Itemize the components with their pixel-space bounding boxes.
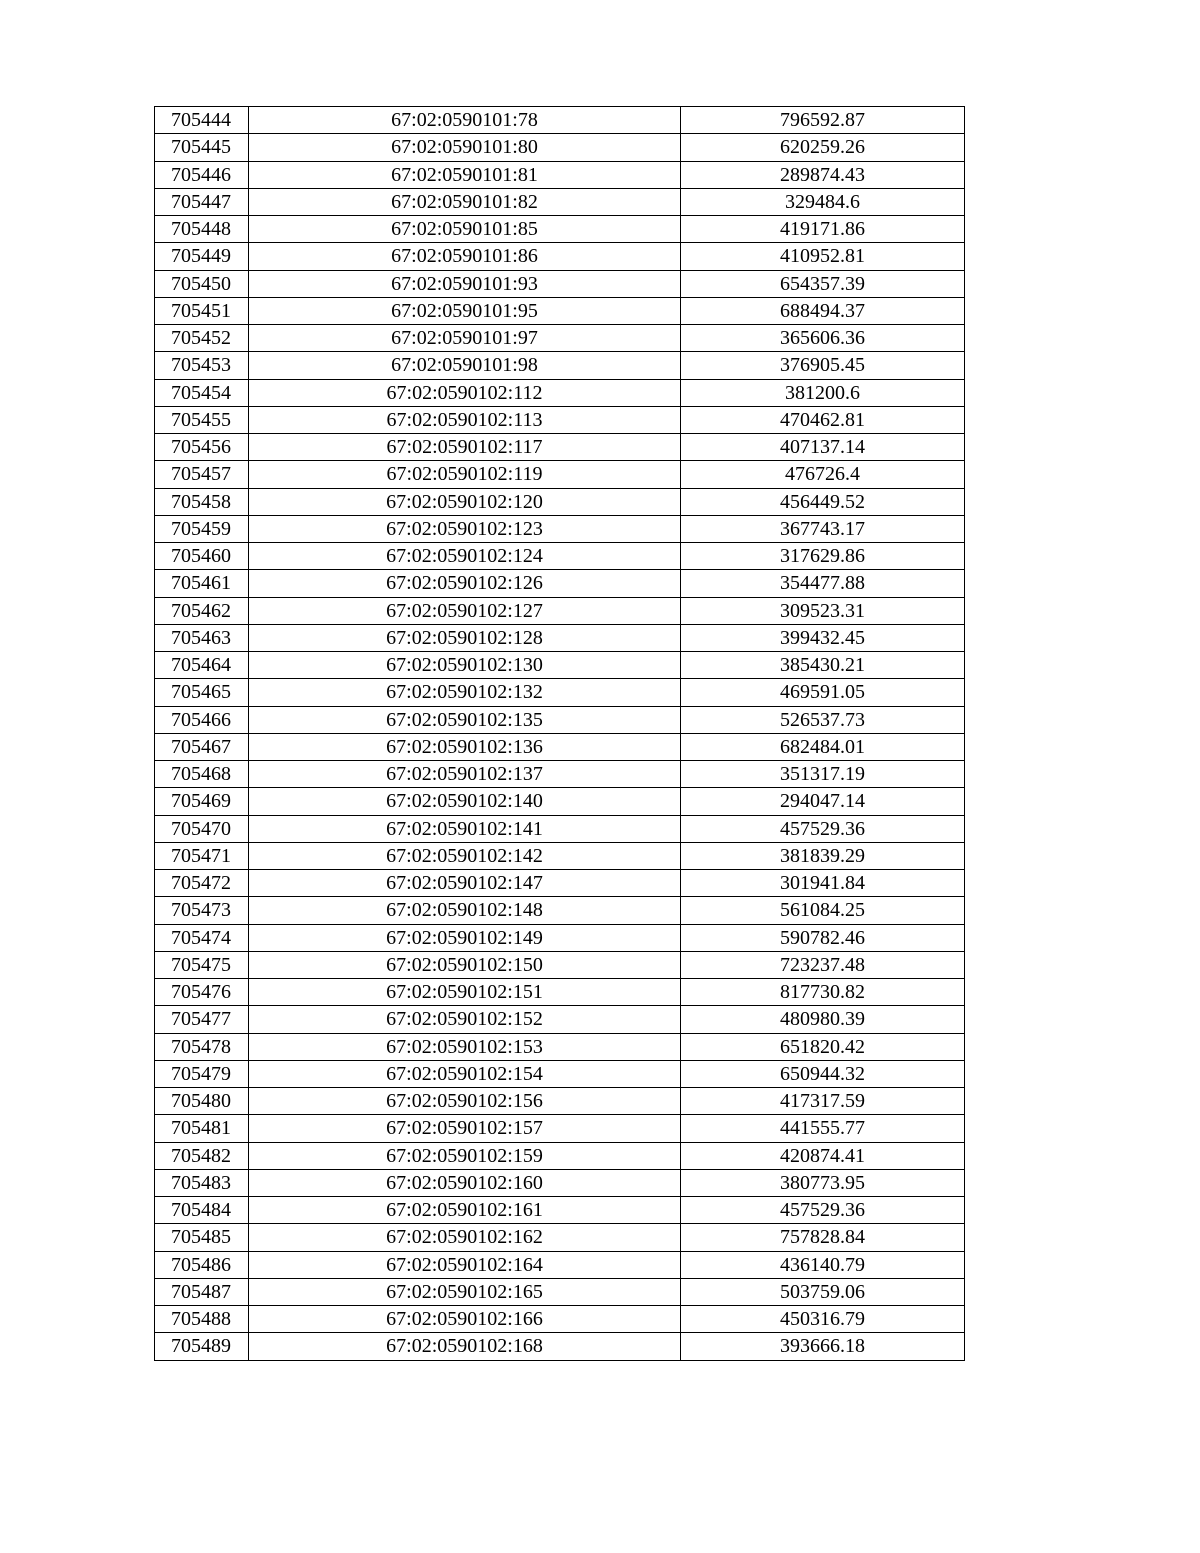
row-number-cell: 705468 [155, 761, 249, 788]
row-number-cell: 705465 [155, 679, 249, 706]
cadastral-number-cell: 67:02:0590101:82 [249, 188, 681, 215]
cadastral-number-cell: 67:02:0590101:98 [249, 352, 681, 379]
row-number-cell: 705446 [155, 161, 249, 188]
table-row [155, 624, 965, 651]
table-row [155, 297, 965, 324]
cadastral-number-cell: 67:02:0590101:97 [249, 325, 681, 352]
row-number-cell: 705485 [155, 1224, 249, 1251]
value-cell: 526537.73 [681, 706, 965, 733]
value-cell: 456449.52 [681, 488, 965, 515]
value-cell: 651820.42 [681, 1033, 965, 1060]
value-cell: 650944.32 [681, 1060, 965, 1087]
cadastral-number-cell: 67:02:0590102:128 [249, 624, 681, 651]
table-row [155, 652, 965, 679]
cadastral-number-cell: 67:02:0590102:159 [249, 1142, 681, 1169]
value-cell: 796592.87 [681, 107, 965, 134]
cadastral-number-cell: 67:02:0590102:157 [249, 1115, 681, 1142]
row-number-cell: 705481 [155, 1115, 249, 1142]
cadastral-number-cell: 67:02:0590102:162 [249, 1224, 681, 1251]
cadastral-number-cell: 67:02:0590102:150 [249, 951, 681, 978]
table-row [155, 107, 965, 134]
cadastral-number-cell: 67:02:0590102:161 [249, 1197, 681, 1224]
cadastral-number-cell: 67:02:0590102:127 [249, 597, 681, 624]
row-number-cell: 705455 [155, 406, 249, 433]
row-number-cell: 705469 [155, 788, 249, 815]
row-number-cell: 705456 [155, 434, 249, 461]
row-number-cell: 705448 [155, 216, 249, 243]
value-cell: 470462.81 [681, 406, 965, 433]
value-cell: 590782.46 [681, 924, 965, 951]
value-cell: 376905.45 [681, 352, 965, 379]
value-cell: 476726.4 [681, 461, 965, 488]
value-cell: 503759.06 [681, 1278, 965, 1305]
row-number-cell: 705471 [155, 842, 249, 869]
table-row [155, 325, 965, 352]
value-cell: 420874.41 [681, 1142, 965, 1169]
table-row [155, 461, 965, 488]
row-number-cell: 705475 [155, 951, 249, 978]
table-row [155, 1333, 965, 1360]
table-row [155, 842, 965, 869]
value-cell: 381200.6 [681, 379, 965, 406]
table-row [155, 897, 965, 924]
row-number-cell: 705478 [155, 1033, 249, 1060]
value-cell: 317629.86 [681, 543, 965, 570]
table-row [155, 243, 965, 270]
cadastral-number-cell: 67:02:0590102:154 [249, 1060, 681, 1087]
value-cell: 354477.88 [681, 570, 965, 597]
value-cell: 419171.86 [681, 216, 965, 243]
table-row [155, 951, 965, 978]
table-row [155, 570, 965, 597]
cadastral-number-cell: 67:02:0590102:135 [249, 706, 681, 733]
row-number-cell: 705473 [155, 897, 249, 924]
value-cell: 457529.36 [681, 1197, 965, 1224]
table-row [155, 434, 965, 461]
cadastral-number-cell: 67:02:0590101:95 [249, 297, 681, 324]
table-row [155, 1278, 965, 1305]
cadastral-number-cell: 67:02:0590102:142 [249, 842, 681, 869]
value-cell: 351317.19 [681, 761, 965, 788]
table-row [155, 406, 965, 433]
row-number-cell: 705467 [155, 733, 249, 760]
table-row [155, 543, 965, 570]
value-cell: 757828.84 [681, 1224, 965, 1251]
value-cell: 688494.37 [681, 297, 965, 324]
row-number-cell: 705477 [155, 1006, 249, 1033]
value-cell: 682484.01 [681, 733, 965, 760]
table-row [155, 134, 965, 161]
row-number-cell: 705447 [155, 188, 249, 215]
value-cell: 436140.79 [681, 1251, 965, 1278]
row-number-cell: 705463 [155, 624, 249, 651]
table-row [155, 815, 965, 842]
row-number-cell: 705452 [155, 325, 249, 352]
value-cell: 393666.18 [681, 1333, 965, 1360]
table-row [155, 679, 965, 706]
cadastral-number-cell: 67:02:0590102:168 [249, 1333, 681, 1360]
table-row [155, 924, 965, 951]
value-cell: 294047.14 [681, 788, 965, 815]
row-number-cell: 705458 [155, 488, 249, 515]
row-number-cell: 705474 [155, 924, 249, 951]
row-number-cell: 705457 [155, 461, 249, 488]
table-row [155, 488, 965, 515]
row-number-cell: 705460 [155, 543, 249, 570]
cadastral-number-cell: 67:02:0590102:136 [249, 733, 681, 760]
table-row [155, 1251, 965, 1278]
value-cell: 620259.26 [681, 134, 965, 161]
cadastral-number-cell: 67:02:0590102:123 [249, 515, 681, 542]
row-number-cell: 705462 [155, 597, 249, 624]
cadastral-number-cell: 67:02:0590102:152 [249, 1006, 681, 1033]
cadastral-number-cell: 67:02:0590102:153 [249, 1033, 681, 1060]
table-row [155, 1033, 965, 1060]
value-cell: 410952.81 [681, 243, 965, 270]
table-row [155, 1142, 965, 1169]
row-number-cell: 705483 [155, 1169, 249, 1196]
table-row [155, 188, 965, 215]
value-cell: 441555.77 [681, 1115, 965, 1142]
row-number-cell: 705489 [155, 1333, 249, 1360]
cadastral-number-cell: 67:02:0590102:117 [249, 434, 681, 461]
table-row [155, 706, 965, 733]
value-cell: 457529.36 [681, 815, 965, 842]
cadastral-number-cell: 67:02:0590102:141 [249, 815, 681, 842]
value-cell: 480980.39 [681, 1006, 965, 1033]
cadastral-number-cell: 67:02:0590102:156 [249, 1088, 681, 1115]
cadastral-number-cell: 67:02:0590102:149 [249, 924, 681, 951]
value-cell: 817730.82 [681, 979, 965, 1006]
table-row [155, 1306, 965, 1333]
table-row [155, 515, 965, 542]
table-row [155, 1088, 965, 1115]
cadastral-number-cell: 67:02:0590102:140 [249, 788, 681, 815]
value-cell: 385430.21 [681, 652, 965, 679]
row-number-cell: 705479 [155, 1060, 249, 1087]
table-row [155, 761, 965, 788]
value-cell: 309523.31 [681, 597, 965, 624]
cadastral-number-cell: 67:02:0590101:86 [249, 243, 681, 270]
table-body [155, 107, 965, 1361]
row-number-cell: 705486 [155, 1251, 249, 1278]
row-number-cell: 705454 [155, 379, 249, 406]
cadastral-number-cell: 67:02:0590102:160 [249, 1169, 681, 1196]
cadastral-number-cell: 67:02:0590101:85 [249, 216, 681, 243]
row-number-cell: 705488 [155, 1306, 249, 1333]
row-number-cell: 705480 [155, 1088, 249, 1115]
value-cell: 399432.45 [681, 624, 965, 651]
cadastral-number-cell: 67:02:0590102:147 [249, 870, 681, 897]
cadastral-number-cell: 67:02:0590102:126 [249, 570, 681, 597]
row-number-cell: 705450 [155, 270, 249, 297]
row-number-cell: 705464 [155, 652, 249, 679]
cadastral-number-cell: 67:02:0590101:80 [249, 134, 681, 161]
table-row [155, 161, 965, 188]
cadastral-number-cell: 67:02:0590101:93 [249, 270, 681, 297]
table-row [155, 379, 965, 406]
cadastral-number-cell: 67:02:0590102:166 [249, 1306, 681, 1333]
table-row [155, 270, 965, 297]
cadastral-number-cell: 67:02:0590102:113 [249, 406, 681, 433]
row-number-cell: 705472 [155, 870, 249, 897]
value-cell: 301941.84 [681, 870, 965, 897]
row-number-cell: 705484 [155, 1197, 249, 1224]
row-number-cell: 705482 [155, 1142, 249, 1169]
table-row [155, 352, 965, 379]
cadastral-number-cell: 67:02:0590102:119 [249, 461, 681, 488]
value-cell: 407137.14 [681, 434, 965, 461]
row-number-cell: 705466 [155, 706, 249, 733]
value-cell: 450316.79 [681, 1306, 965, 1333]
row-number-cell: 705449 [155, 243, 249, 270]
cadastral-number-cell: 67:02:0590102:165 [249, 1278, 681, 1305]
row-number-cell: 705453 [155, 352, 249, 379]
table-row [155, 1197, 965, 1224]
table-row [155, 216, 965, 243]
cadastral-number-cell: 67:02:0590102:132 [249, 679, 681, 706]
cadastral-number-cell: 67:02:0590102:164 [249, 1251, 681, 1278]
table-row [155, 1006, 965, 1033]
value-cell: 380773.95 [681, 1169, 965, 1196]
value-cell: 417317.59 [681, 1088, 965, 1115]
cadastral-number-cell: 67:02:0590102:151 [249, 979, 681, 1006]
cadastral-number-cell: 67:02:0590102:124 [249, 543, 681, 570]
cadastral-number-cell: 67:02:0590102:137 [249, 761, 681, 788]
value-cell: 469591.05 [681, 679, 965, 706]
cadastral-number-cell: 67:02:0590101:78 [249, 107, 681, 134]
row-number-cell: 705470 [155, 815, 249, 842]
value-cell: 723237.48 [681, 951, 965, 978]
table-row [155, 979, 965, 1006]
cadastral-number-cell: 67:02:0590102:112 [249, 379, 681, 406]
row-number-cell: 705444 [155, 107, 249, 134]
table-row [155, 1169, 965, 1196]
value-cell: 381839.29 [681, 842, 965, 869]
value-cell: 367743.17 [681, 515, 965, 542]
value-cell: 329484.6 [681, 188, 965, 215]
cadastral-number-cell: 67:02:0590102:130 [249, 652, 681, 679]
row-number-cell: 705445 [155, 134, 249, 161]
row-number-cell: 705461 [155, 570, 249, 597]
value-cell: 289874.43 [681, 161, 965, 188]
cadastral-value-table [154, 106, 965, 1361]
value-cell: 654357.39 [681, 270, 965, 297]
row-number-cell: 705451 [155, 297, 249, 324]
table-row [155, 788, 965, 815]
table-row [155, 597, 965, 624]
table-row [155, 1224, 965, 1251]
cadastral-number-cell: 67:02:0590102:148 [249, 897, 681, 924]
value-cell: 561084.25 [681, 897, 965, 924]
cadastral-number-cell: 67:02:0590101:81 [249, 161, 681, 188]
value-cell: 365606.36 [681, 325, 965, 352]
row-number-cell: 705476 [155, 979, 249, 1006]
table-row [155, 1060, 965, 1087]
row-number-cell: 705459 [155, 515, 249, 542]
table-row [155, 733, 965, 760]
table-row [155, 870, 965, 897]
row-number-cell: 705487 [155, 1278, 249, 1305]
cadastral-number-cell: 67:02:0590102:120 [249, 488, 681, 515]
table-row [155, 1115, 965, 1142]
